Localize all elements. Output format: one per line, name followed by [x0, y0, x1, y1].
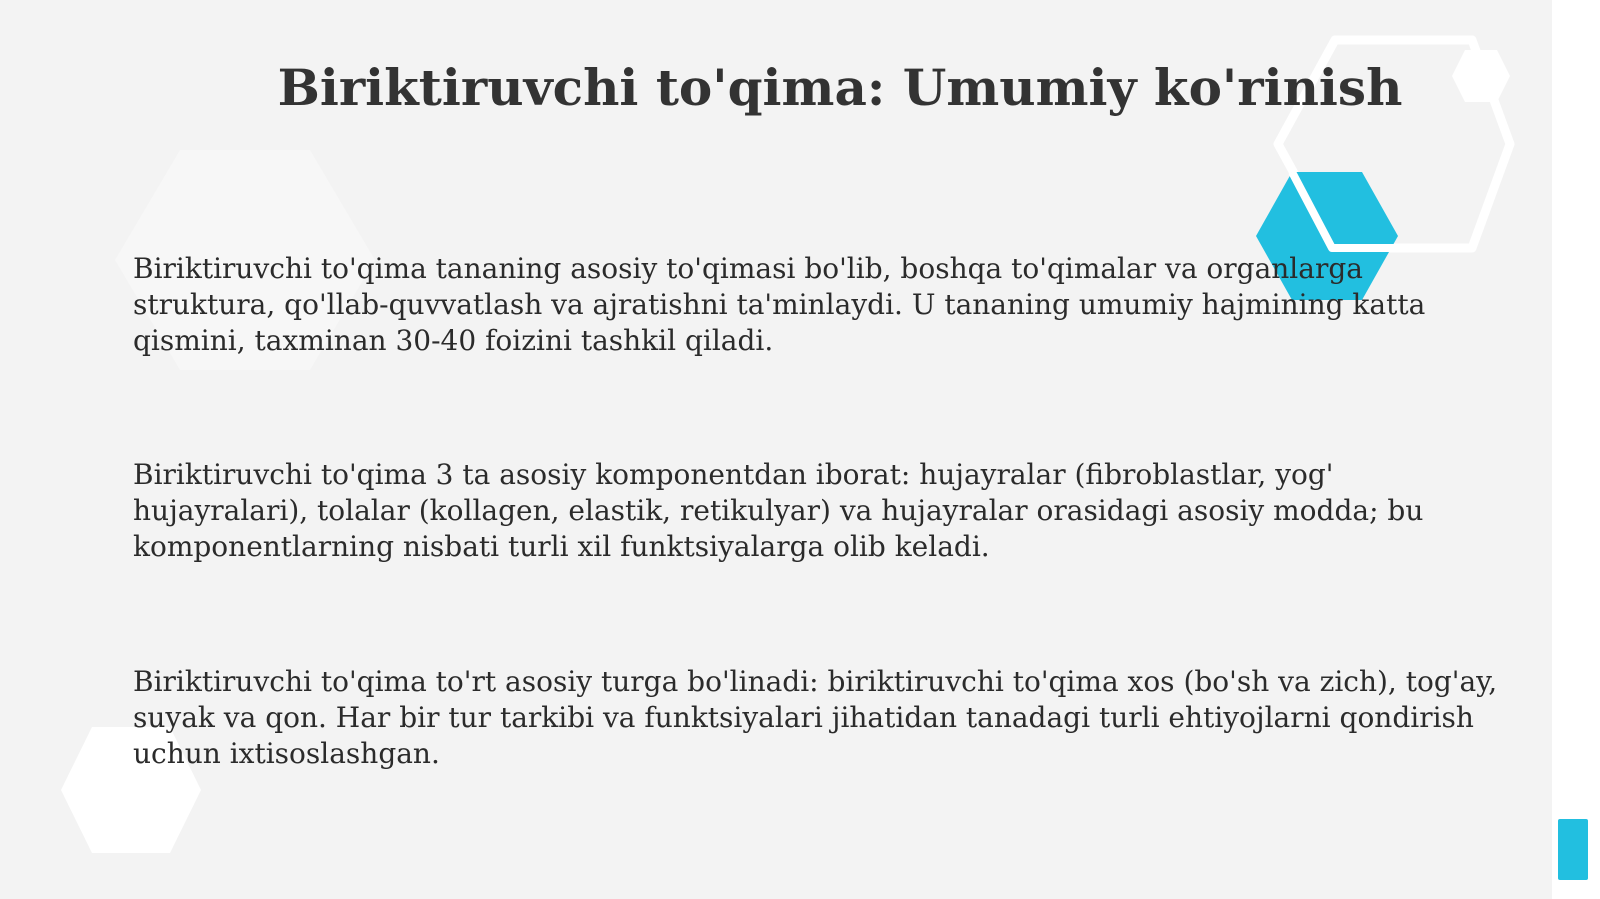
slide-title: Biriktiruvchi to'qima: Umumiy ko'rinish: [277, 58, 1403, 117]
paragraph-types: Biriktiruvchi to'qima to'rt asosiy turga bo'linadi: biriktiruvchi to'qima xos (bo'sh va zich), tog'ay, suyak va qon. Har bir tur tarkibi va funktsiyalari jihatidan tanadagi turli ehtiyojlarni qondirish uchun ixtisoslashgan.: [133, 665, 1498, 770]
slide-nav-tab[interactable]: [1558, 819, 1588, 880]
paragraph-components: Biriktiruvchi to'qima 3 ta asosiy komponentdan iborat: hujayralar (fibroblastlar, yog' hujayralari), tolalar (kollagen, elastik, retikulyar) va hujayralar orasidagi asosiy modda; bu komponentlarning nisbati turli xil funktsiyalarga olib keladi.: [133, 458, 1424, 563]
paragraph-overview: Biriktiruvchi to'qima tananing asosiy to'qimasi bo'lib, boshqa to'qimalar va organlarga struktura, qo'llab-quvvatlash va ajratishni ta'minlaydi. U tananing umumiy hajmining katta qismini, taxminan 30-40 foizini tashkil qiladi.: [133, 252, 1426, 357]
side-panel: [1552, 0, 1600, 899]
